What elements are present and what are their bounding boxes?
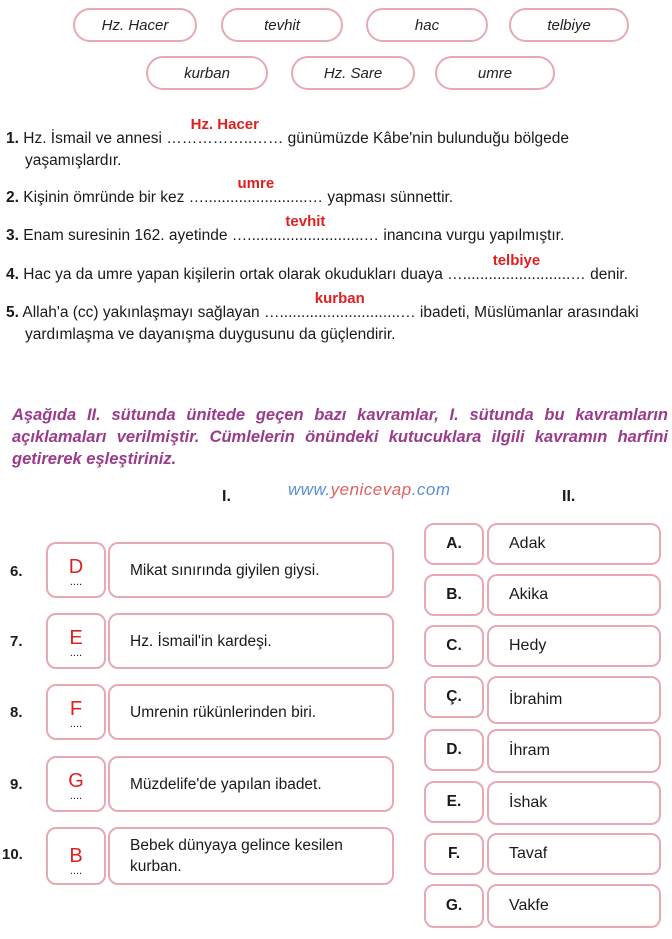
term-box — [487, 833, 661, 875]
term-box — [487, 523, 661, 565]
word-bank-item-hz-hacer: Hz. Hacer — [73, 8, 197, 42]
filled-answer: telbiye — [492, 252, 541, 269]
term-letter: Ç. — [446, 688, 462, 705]
filled-answer: kurban — [314, 290, 365, 307]
question-text: inancına vurgu yapılmıştır. — [379, 227, 565, 244]
question-text: yapması sünnettir. — [323, 189, 454, 206]
row-number: 10. — [2, 846, 23, 863]
watermark-part: .com — [411, 480, 451, 499]
term-letter: E. — [446, 793, 462, 810]
answer-dots: .... — [69, 865, 83, 877]
answer-dots: .... — [69, 718, 83, 730]
word-bank-item-hz-sare: Hz. Sare — [291, 56, 415, 90]
term-text: Vakfe — [509, 897, 549, 914]
question-text: denir. — [585, 266, 629, 283]
question-text: Allah'a (cc) yakınlaşmayı sağlayan — [22, 304, 264, 321]
term-box — [487, 729, 661, 773]
question-text-line2: yardımlaşma ve dayanışma duygusunu da güçlendirir. — [25, 326, 396, 343]
question-5 — [6, 290, 639, 346]
term-box — [487, 781, 661, 825]
answer-blank[interactable] — [263, 290, 416, 324]
blank-dots: …............................… — [263, 304, 416, 321]
answer-box[interactable] — [46, 613, 106, 669]
term-letter-box — [424, 523, 484, 565]
description-box — [108, 613, 394, 669]
answer-dots: .... — [69, 790, 83, 802]
question-1 — [6, 116, 570, 172]
term-box — [487, 884, 661, 928]
question-number: 4. — [6, 266, 19, 283]
matching-instruction: Aşağıda II. sütunda ünitede geçen bazı kavramlar, I. sütunda bu kavramların açıklamaları verilmiştir. Cümlelerin önündeki kutucuklara ilgili kavramın harfini getirerek eşleştiriniz. — [12, 406, 668, 468]
term-letter-box — [424, 625, 484, 667]
description-text: Mikat sınırında giyilen giysi. — [130, 561, 320, 579]
question-text: Hac ya da umre yapan kişilerin ortak olarak okudukları duaya — [23, 266, 448, 283]
description-text: Müzdelife'de yapılan ibadet. — [130, 775, 322, 793]
term-text: İbrahim — [509, 691, 563, 708]
term-letter-box — [424, 884, 484, 928]
question-number: 5. — [6, 304, 19, 321]
column-ii-header: II. — [562, 488, 576, 505]
word-bank-item-telbiye: telbiye — [509, 8, 629, 42]
watermark — [288, 480, 451, 500]
answer-box[interactable] — [46, 684, 106, 740]
answer-letter: B — [69, 845, 83, 867]
term-letter-box — [424, 729, 484, 771]
blank-dots: …........................… — [188, 189, 324, 206]
word-bank-item-tevhit: tevhit — [221, 8, 343, 42]
term-box — [487, 676, 661, 724]
row-number: 9. — [10, 776, 23, 793]
answer-box[interactable] — [46, 542, 106, 598]
question-text: Hz. İsmail ve annesi — [23, 130, 167, 147]
description-text: Hz. İsmail'in kardeşi. — [130, 632, 272, 650]
answer-dots: .... — [69, 647, 83, 659]
filled-answer: umre — [237, 175, 275, 192]
term-letter-box — [424, 781, 484, 823]
term-letter-box — [424, 833, 484, 875]
term-box — [487, 625, 661, 667]
column-i-header: I. — [222, 488, 231, 505]
question-number: 3. — [6, 227, 19, 244]
description-text: Bebek dünyaya gelince kesilen kurban. — [130, 837, 343, 875]
blank-dots: ….........................… — [447, 266, 586, 283]
term-letter-box — [424, 676, 484, 718]
answer-box[interactable] — [46, 756, 106, 812]
description-text: Umrenin rükünlerinden biri. — [130, 703, 317, 721]
answer-letter: D — [68, 556, 84, 578]
word-bank-item-hac: hac — [366, 8, 488, 42]
term-letter: C. — [446, 637, 462, 654]
row-number: 7. — [10, 633, 23, 650]
term-text: İshak — [509, 794, 548, 811]
question-number: 2. — [6, 189, 19, 206]
answer-box[interactable] — [46, 827, 106, 885]
watermark-part: yenicevap — [330, 480, 412, 499]
question-text-line2: yaşamışlardır. — [25, 152, 122, 169]
question-text: günümüzde Kâbe'nin bulunduğu bölgede — [283, 130, 570, 147]
word-bank-item-umre: umre — [435, 56, 555, 90]
answer-blank[interactable] — [447, 252, 586, 286]
answer-letter: F — [69, 698, 83, 720]
question-4 — [6, 252, 629, 286]
term-text: Tavaf — [509, 845, 548, 862]
answer-blank[interactable] — [166, 116, 284, 150]
term-letter: F. — [447, 845, 461, 862]
term-letter: B. — [446, 586, 462, 603]
description-box — [108, 542, 394, 598]
term-text: İhram — [509, 742, 550, 759]
term-text: Adak — [509, 535, 546, 552]
answer-letter: E — [69, 627, 83, 649]
description-box — [108, 756, 394, 812]
answer-dots: .... — [69, 576, 83, 588]
term-letter: A. — [446, 535, 462, 552]
question-text: ibadeti, Müslümanlar arasındaki — [415, 304, 639, 321]
watermark-part: www. — [288, 480, 331, 499]
term-box — [487, 574, 661, 616]
description-box — [108, 827, 394, 885]
answer-blank[interactable] — [231, 213, 380, 247]
description-box — [108, 684, 394, 740]
blank-dots: ……………..…… — [166, 130, 284, 147]
question-2 — [6, 175, 454, 209]
filled-answer: Hz. Hacer — [190, 116, 259, 133]
row-number: 8. — [10, 704, 23, 721]
question-text: Enam suresinin 162. ayetinde — [23, 227, 232, 244]
term-text: Hedy — [509, 637, 547, 654]
blank-dots: …...........................… — [231, 227, 380, 244]
question-text: Kişinin ömründe bir kez — [23, 189, 189, 206]
term-letter: D. — [446, 741, 462, 758]
filled-answer: tevhit — [285, 213, 326, 230]
term-text: Akika — [509, 586, 549, 603]
term-letter: G. — [445, 897, 463, 914]
term-letter-box — [424, 574, 484, 616]
question-3 — [6, 213, 565, 247]
word-bank-item-kurban: kurban — [146, 56, 268, 90]
question-number: 1. — [6, 130, 19, 147]
row-number: 6. — [10, 563, 23, 580]
answer-blank[interactable] — [188, 175, 324, 209]
answer-letter: G — [68, 770, 84, 792]
